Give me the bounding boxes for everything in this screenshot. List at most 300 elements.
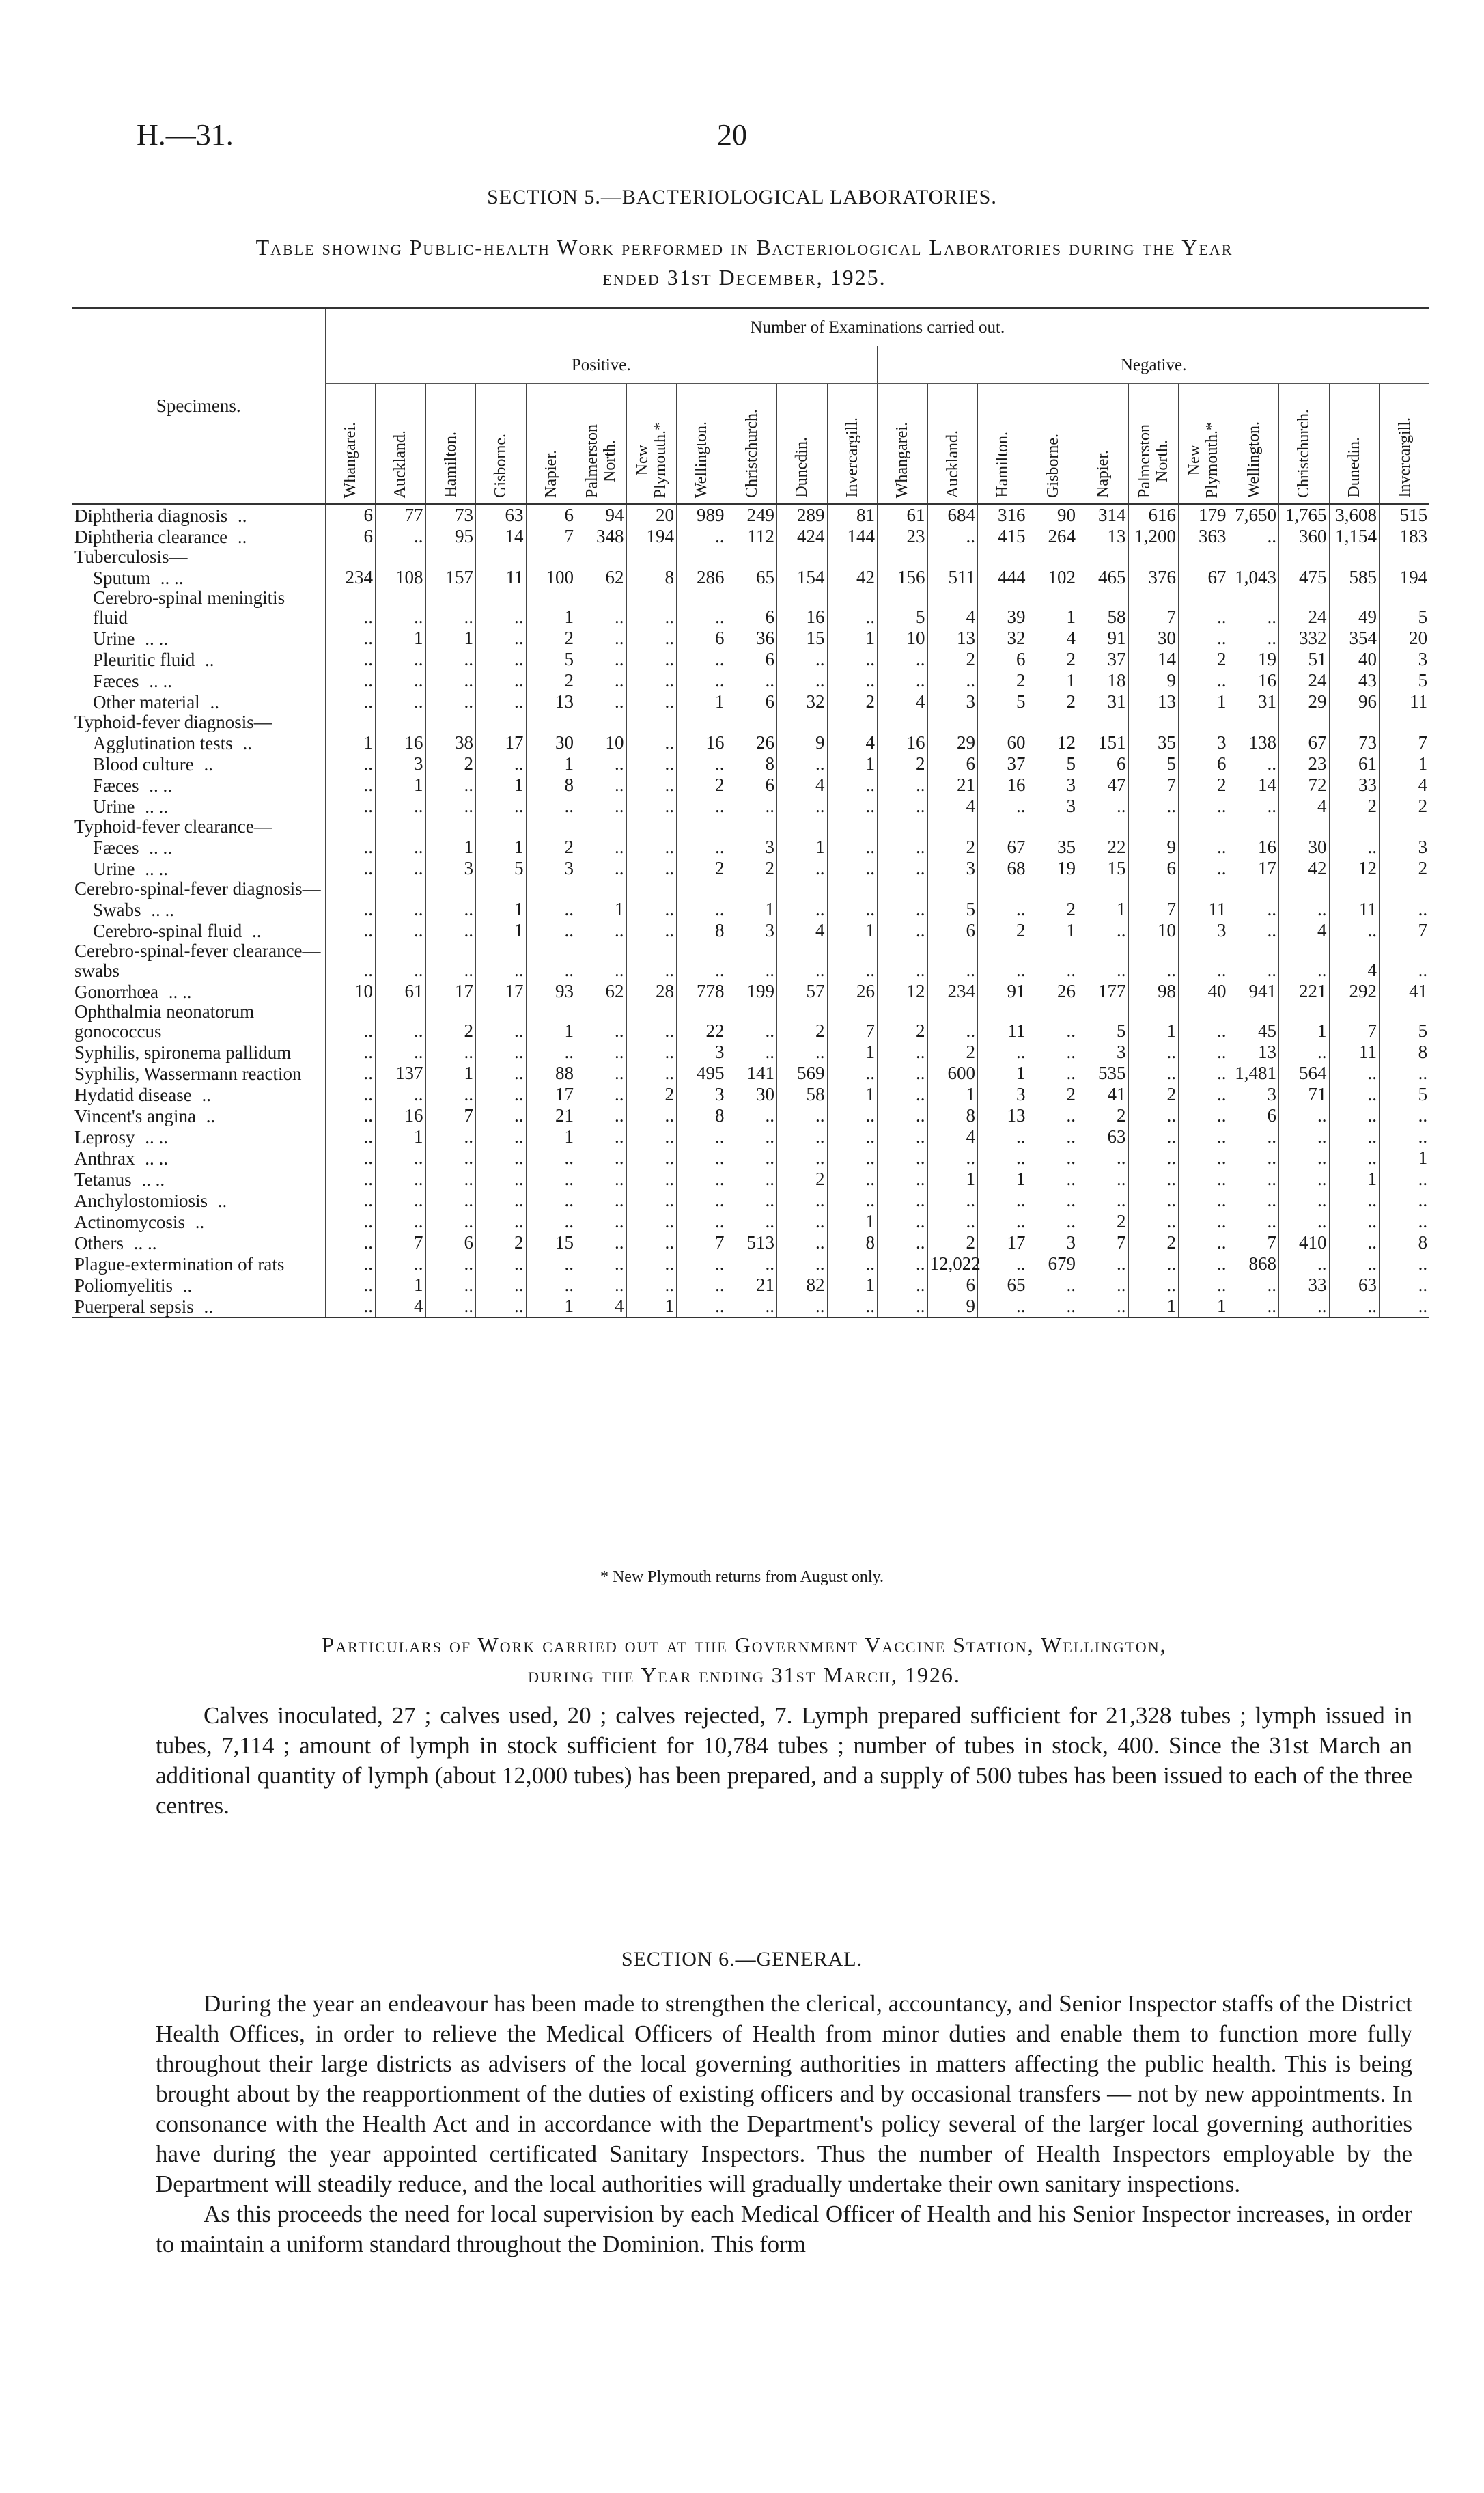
table-row <box>72 691 1429 712</box>
cell-value: .. <box>1128 1147 1179 1169</box>
specimen-label <box>72 567 325 588</box>
cell-empty <box>1128 817 1179 837</box>
cell-empty <box>576 712 627 732</box>
bacteriological-table <box>72 307 1429 1318</box>
cell-value: 1 <box>425 1063 476 1084</box>
cell-value: 7 <box>425 1105 476 1126</box>
cell-value: 679 <box>1028 1253 1078 1275</box>
cell-value: .. <box>878 837 928 858</box>
cell-value: .. <box>1329 837 1380 858</box>
cell-value: .. <box>576 1126 627 1147</box>
cell-value: 511 <box>927 567 978 588</box>
cell-value: 1 <box>1128 1296 1179 1318</box>
cell-value: .. <box>626 753 677 775</box>
cell-value: .. <box>576 1211 627 1232</box>
positive-header: Positive. <box>325 346 878 384</box>
cell-value: 91 <box>978 981 1028 1002</box>
particulars-title <box>82 1630 1407 1690</box>
cell-value: 32 <box>777 691 828 712</box>
table-row <box>72 547 1429 567</box>
cell-value: .. <box>476 628 527 649</box>
specimen-name: Cerebro-spinal fluid <box>93 921 242 941</box>
cell-value: 33 <box>1329 775 1380 796</box>
cell-value: 2 <box>878 753 928 775</box>
cell-value: 11 <box>1179 899 1229 920</box>
cell-value: .. <box>1179 1126 1229 1147</box>
cell-value: .. <box>878 1084 928 1105</box>
cell-value: .. <box>425 796 476 817</box>
cell-value: 2 <box>425 753 476 775</box>
cell-value: .. <box>1028 1042 1078 1063</box>
cell-value: .. <box>626 941 677 981</box>
cell-value: .. <box>626 1169 677 1190</box>
specimen-label <box>72 588 325 628</box>
cell-value: 41 <box>1380 981 1430 1002</box>
cell-value: .. <box>476 1169 527 1190</box>
cell-value: .. <box>777 858 828 879</box>
positive-column-header <box>727 384 777 505</box>
cell-value: .. <box>978 1147 1028 1169</box>
leader-dots: .. .. <box>146 900 175 920</box>
leader-dots: .. .. <box>137 1169 165 1190</box>
cell-value: 1 <box>476 837 527 858</box>
cell-value: .. <box>677 1190 727 1211</box>
cell-value: .. <box>626 691 677 712</box>
cell-value: 3 <box>1028 1232 1078 1253</box>
cell-value: 6 <box>727 588 777 628</box>
cell-value: 141 <box>727 1063 777 1084</box>
cell-value: .. <box>325 1084 376 1105</box>
leader-dots: .. .. <box>128 1233 157 1253</box>
cell-value: 30 <box>526 732 576 753</box>
specimen-label <box>72 526 325 547</box>
cell-value: .. <box>1028 1105 1078 1126</box>
cell-empty <box>376 712 426 732</box>
cell-value: .. <box>576 1042 627 1063</box>
cell-empty <box>626 712 677 732</box>
cell-value: .. <box>325 670 376 691</box>
cell-value: .. <box>376 526 426 547</box>
cell-value: 1 <box>476 920 527 941</box>
cell-value: .. <box>1128 1169 1179 1190</box>
specimen-label <box>72 981 325 1002</box>
cell-value: .. <box>1229 1169 1279 1190</box>
cell-value: 20 <box>626 504 677 526</box>
cell-value: .. <box>325 649 376 670</box>
cell-value: 1 <box>1078 899 1129 920</box>
cell-value: .. <box>1128 1126 1179 1147</box>
cell-value: 3 <box>727 837 777 858</box>
cell-value: 22 <box>1078 837 1129 858</box>
cell-value: 6 <box>1128 858 1179 879</box>
cell-value: .. <box>526 796 576 817</box>
specimen-label <box>72 1084 325 1105</box>
specimen-label <box>72 817 325 837</box>
cell-value: 3 <box>677 1042 727 1063</box>
cell-value: .. <box>526 941 576 981</box>
cell-value: 5 <box>1380 670 1430 691</box>
cell-value: 26 <box>727 732 777 753</box>
cell-value: .. <box>878 1275 928 1296</box>
table-title-line2: ended 31st December, 1925. <box>602 265 886 290</box>
cell-value: 3 <box>425 858 476 879</box>
specimen-name: Cerebro-spinal meningitis fluid <box>93 587 285 628</box>
cell-value: .. <box>878 1253 928 1275</box>
cell-value: 7 <box>827 1002 878 1042</box>
cell-value: .. <box>325 1190 376 1211</box>
cell-value: .. <box>576 941 627 981</box>
cell-value: .. <box>1279 1190 1330 1211</box>
cell-value: 2 <box>1329 796 1380 817</box>
cell-value: .. <box>878 1296 928 1318</box>
cell-value: 13 <box>927 628 978 649</box>
cell-value: 67 <box>1179 567 1229 588</box>
cell-value: 2 <box>1028 899 1078 920</box>
cell-value: .. <box>626 1063 677 1084</box>
cell-value: 16 <box>1229 670 1279 691</box>
cell-value: 199 <box>727 981 777 1002</box>
specimen-label <box>72 1002 325 1042</box>
cell-value: .. <box>677 899 727 920</box>
cell-value: 194 <box>1380 567 1430 588</box>
table-row <box>72 1063 1429 1084</box>
cell-value: 1 <box>626 1296 677 1318</box>
cell-value: .. <box>677 796 727 817</box>
cell-value: 1 <box>827 753 878 775</box>
cell-empty <box>677 547 727 567</box>
cell-value: 5 <box>1380 588 1430 628</box>
cell-value: 17 <box>526 1084 576 1105</box>
column-label: Palmerston North. <box>1135 424 1171 498</box>
specimen-label <box>72 858 325 879</box>
cell-value: .. <box>677 1147 727 1169</box>
cell-value: 3 <box>1380 837 1430 858</box>
cell-value: 29 <box>1279 691 1330 712</box>
cell-value: .. <box>1179 1211 1229 1232</box>
report-reference: H.—31. <box>137 118 234 152</box>
cell-value: .. <box>425 1147 476 1169</box>
cell-value: 1 <box>727 899 777 920</box>
cell-value: .. <box>677 1296 727 1318</box>
cell-value: 9 <box>1128 670 1179 691</box>
cell-value: .. <box>576 1105 627 1126</box>
cell-value: .. <box>727 796 777 817</box>
cell-value: 1 <box>827 1211 878 1232</box>
cell-value: .. <box>1179 1105 1229 1126</box>
leader-dots: .. <box>199 1296 213 1317</box>
column-label: Whangarei. <box>893 421 912 498</box>
cell-value: 2 <box>1028 649 1078 670</box>
cell-value: 3 <box>1229 1084 1279 1105</box>
cell-value: .. <box>1279 1042 1330 1063</box>
cell-value: .. <box>827 796 878 817</box>
cell-value: .. <box>1078 920 1129 941</box>
cell-empty <box>677 817 727 837</box>
cell-value: .. <box>1028 1002 1078 1042</box>
cell-value: .. <box>576 858 627 879</box>
cell-value: .. <box>476 691 527 712</box>
cell-value: 6 <box>727 691 777 712</box>
cell-empty <box>978 817 1028 837</box>
cell-value: 1 <box>526 1296 576 1318</box>
cell-value: 15 <box>1078 858 1129 879</box>
cell-empty <box>727 879 777 899</box>
cell-empty <box>927 712 978 732</box>
cell-value: 8 <box>626 567 677 588</box>
column-label: Hamilton. <box>441 432 460 498</box>
cell-value: .. <box>677 526 727 547</box>
cell-value: 2 <box>1078 1211 1129 1232</box>
cell-empty <box>1179 817 1229 837</box>
cell-value: .. <box>1279 1105 1330 1126</box>
cell-value: .. <box>727 941 777 981</box>
cell-value: 17 <box>1229 858 1279 879</box>
cell-value: .. <box>1229 1296 1279 1318</box>
cell-value: .. <box>425 1275 476 1296</box>
cell-value: .. <box>376 1190 426 1211</box>
cell-value: .. <box>476 1126 527 1147</box>
specimen-label <box>72 879 325 899</box>
cell-empty <box>1128 547 1179 567</box>
cell-value: 23 <box>1279 753 1330 775</box>
table-row <box>72 732 1429 753</box>
cell-value: .. <box>1179 1232 1229 1253</box>
cell-value: 569 <box>777 1063 828 1084</box>
cell-value: .. <box>1229 941 1279 981</box>
cell-value: 1 <box>978 1063 1028 1084</box>
cell-empty <box>1380 879 1430 899</box>
cell-empty <box>1128 879 1179 899</box>
specimen-label <box>72 1105 325 1126</box>
table-row <box>72 858 1429 879</box>
cell-value: 1 <box>425 628 476 649</box>
cell-empty <box>978 547 1028 567</box>
cell-value: .. <box>425 1190 476 1211</box>
leader-dots: .. .. <box>140 1127 168 1147</box>
cell-value: .. <box>376 588 426 628</box>
cell-value: 1 <box>827 1084 878 1105</box>
positive-column-header <box>425 384 476 505</box>
cell-value: .. <box>376 941 426 981</box>
cell-value: .. <box>677 670 727 691</box>
cell-value: 17 <box>476 732 527 753</box>
cell-value: .. <box>1229 1211 1279 1232</box>
cell-value: .. <box>727 1169 777 1190</box>
cell-value: 415 <box>978 526 1028 547</box>
cell-value: 4 <box>827 732 878 753</box>
leader-dots: .. <box>233 527 247 547</box>
cell-value: .. <box>576 1232 627 1253</box>
cell-value: 2 <box>777 1002 828 1042</box>
cell-value: .. <box>827 1063 878 1084</box>
cell-value: 67 <box>978 837 1028 858</box>
cell-value: .. <box>1329 1105 1380 1126</box>
cell-value: 36 <box>727 628 777 649</box>
cell-value: .. <box>1179 1169 1229 1190</box>
cell-value: 3 <box>1028 796 1078 817</box>
cell-value: 94 <box>576 504 627 526</box>
cell-empty <box>827 712 878 732</box>
cell-value: .. <box>576 588 627 628</box>
cell-value: .. <box>1028 1169 1078 1190</box>
cell-value: 564 <box>1279 1063 1330 1084</box>
cell-value: 1,765 <box>1279 504 1330 526</box>
cell-value: 2 <box>927 1232 978 1253</box>
table-title-line1: Table showing Public-health Work performed in Bacteriological Laboratories during the Year <box>255 235 1233 260</box>
cell-value: .. <box>827 649 878 670</box>
cell-value: .. <box>1380 941 1430 981</box>
cell-value: 29 <box>927 732 978 753</box>
cell-value: .. <box>677 941 727 981</box>
cell-value: 1 <box>777 837 828 858</box>
cell-value: 7 <box>677 1232 727 1253</box>
cell-value: 13 <box>1078 526 1129 547</box>
cell-value: 14 <box>476 526 527 547</box>
cell-value: 2 <box>827 691 878 712</box>
cell-value: 1 <box>1128 1002 1179 1042</box>
cell-empty <box>526 547 576 567</box>
cell-value: .. <box>476 1296 527 1318</box>
cell-value: .. <box>626 920 677 941</box>
cell-value: .. <box>878 670 928 691</box>
cell-value: .. <box>626 732 677 753</box>
cell-value: 2 <box>526 670 576 691</box>
leader-dots: .. <box>213 1190 227 1211</box>
cell-value: .. <box>325 1232 376 1253</box>
negative-column-header <box>1128 384 1179 505</box>
cell-value: .. <box>878 1232 928 1253</box>
cell-empty <box>878 547 928 567</box>
cell-value: .. <box>1179 588 1229 628</box>
cell-value: .. <box>476 796 527 817</box>
cell-value: .. <box>626 1232 677 1253</box>
cell-empty <box>1229 879 1279 899</box>
cell-value: 868 <box>1229 1253 1279 1275</box>
negative-column-header <box>1279 384 1330 505</box>
cell-value: .. <box>1329 1253 1380 1275</box>
cell-value: 17 <box>476 981 527 1002</box>
cell-value: 5 <box>1380 1084 1430 1105</box>
specimen-label <box>72 732 325 753</box>
cell-value: 15 <box>777 628 828 649</box>
cell-value: .. <box>827 1105 878 1126</box>
cell-empty <box>1128 712 1179 732</box>
cell-value: 57 <box>777 981 828 1002</box>
cell-empty <box>727 712 777 732</box>
cell-value: 1 <box>1380 1147 1430 1169</box>
particulars-title-line2: during the Year ending 31st March, 1926. <box>528 1662 961 1687</box>
cell-value: .. <box>927 526 978 547</box>
cell-value: .. <box>576 1147 627 1169</box>
cell-value: 157 <box>425 567 476 588</box>
cell-value: .. <box>526 1190 576 1211</box>
cell-empty <box>878 817 928 837</box>
cell-value: 73 <box>1329 732 1380 753</box>
cell-value: 5 <box>1128 753 1179 775</box>
cell-value: 16 <box>376 1105 426 1126</box>
cell-empty <box>978 712 1028 732</box>
cell-value: .. <box>425 1211 476 1232</box>
cell-value: 4 <box>777 775 828 796</box>
cell-value: .. <box>325 796 376 817</box>
cell-value: .. <box>325 775 376 796</box>
specimen-name: Poliomyelitis <box>74 1275 173 1296</box>
specimen-name: Tuberculosis— <box>74 546 188 567</box>
cell-value: .. <box>777 796 828 817</box>
cell-value: .. <box>325 691 376 712</box>
cell-value: 348 <box>576 526 627 547</box>
cell-empty <box>526 817 576 837</box>
cell-value: 1 <box>927 1169 978 1190</box>
cell-value: 11 <box>978 1002 1028 1042</box>
positive-column-header <box>325 384 376 505</box>
cell-value: .. <box>1329 1126 1380 1147</box>
cell-value: 26 <box>827 981 878 1002</box>
cell-value: .. <box>677 1275 727 1296</box>
cell-value: .. <box>1028 1211 1078 1232</box>
cell-value: .. <box>978 796 1028 817</box>
table-row <box>72 796 1429 817</box>
cell-value: .. <box>376 1002 426 1042</box>
cell-value: .. <box>576 775 627 796</box>
cell-value: .. <box>1028 1147 1078 1169</box>
cell-value: .. <box>878 796 928 817</box>
cell-value: 332 <box>1279 628 1330 649</box>
cell-value: 20 <box>1380 628 1430 649</box>
cell-empty <box>626 817 677 837</box>
cell-value: 18 <box>1078 670 1129 691</box>
table-row <box>72 1253 1429 1275</box>
cell-empty <box>727 547 777 567</box>
cell-value: .. <box>978 1190 1028 1211</box>
table-row <box>72 567 1429 588</box>
cell-value: 3 <box>978 1084 1028 1105</box>
cell-value: .. <box>878 1147 928 1169</box>
cell-value: .. <box>476 1190 527 1211</box>
cell-value: .. <box>727 1211 777 1232</box>
specimen-name: Blood culture <box>93 754 194 775</box>
cell-value: .. <box>1128 1190 1179 1211</box>
cell-value: .. <box>576 691 627 712</box>
cell-value: 93 <box>526 981 576 1002</box>
cell-value: .. <box>727 670 777 691</box>
cell-empty <box>476 712 527 732</box>
cell-value: 62 <box>576 981 627 1002</box>
cell-value: 234 <box>325 567 376 588</box>
cell-value: .. <box>1078 1296 1129 1318</box>
cell-value: .. <box>1279 941 1330 981</box>
leader-dots: .. <box>238 733 252 753</box>
cell-value: 21 <box>927 775 978 796</box>
cell-value: .. <box>1380 1190 1430 1211</box>
cell-value: .. <box>376 670 426 691</box>
cell-value: .. <box>777 753 828 775</box>
cell-value: 249 <box>727 504 777 526</box>
cell-empty <box>526 879 576 899</box>
cell-value: .. <box>878 1042 928 1063</box>
cell-value: 2 <box>878 1002 928 1042</box>
cell-value: .. <box>626 899 677 920</box>
cell-value: 16 <box>1229 837 1279 858</box>
cell-value: .. <box>1279 1126 1330 1147</box>
cell-value: .. <box>1078 941 1129 981</box>
cell-value: .. <box>325 1126 376 1147</box>
cell-empty <box>1028 879 1078 899</box>
cell-value: .. <box>576 1190 627 1211</box>
cell-value: 5 <box>927 899 978 920</box>
column-label: Wellington. <box>692 421 711 498</box>
cell-value: 26 <box>1028 981 1078 1002</box>
